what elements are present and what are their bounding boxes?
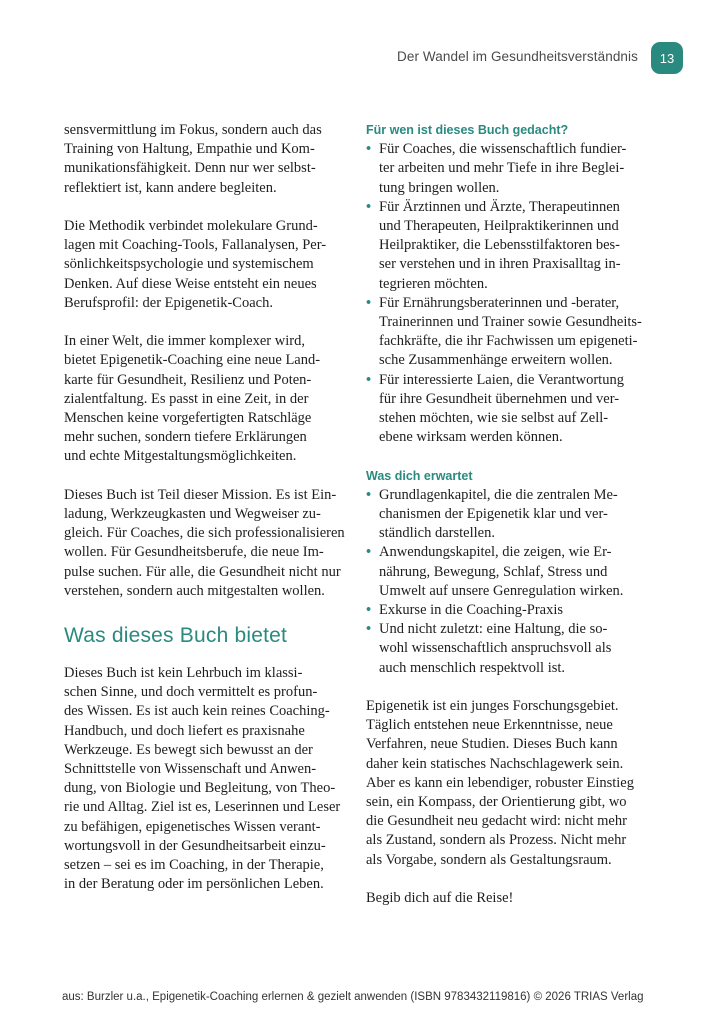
text-line: Für Coaches, die wissenschaftlich fundier-	[379, 141, 627, 158]
text-line: ebene wirksam werden können.	[379, 429, 563, 446]
bullet-icon: •	[366, 371, 372, 388]
text-line: sensvermittlung im Fokus, sondern auch das	[64, 122, 322, 138]
list-item	[366, 543, 644, 601]
text-line: Für interessierte Laien, die Verantwortung	[379, 371, 624, 388]
text-line: munikationsfähigkeit. Denn nur wer selbst-	[64, 160, 316, 177]
section-body-paragraph	[64, 664, 340, 894]
paragraph	[366, 697, 644, 870]
text-line: sönlichkeitspsychologie und systemischem	[64, 256, 314, 273]
list-item	[366, 486, 644, 544]
bullet-icon: •	[366, 602, 372, 619]
text-line: lagen mit Coaching-Tools, Fallanalysen, Per-	[64, 237, 327, 254]
text-line: ladung, Werkzeugkasten und Wegweiser zu-	[64, 506, 321, 523]
text-line: nährung, Bewegung, Schlaf, Stress und	[379, 563, 608, 580]
text-line: dung, von Biologie und Begleitung, von Theo-	[64, 780, 336, 797]
text-line: auch menschlich respektvoll ist.	[379, 659, 566, 676]
text-line: Für Ernährungsberaterinnen und -berater,	[379, 294, 620, 311]
paragraph	[64, 332, 340, 466]
text-line: fachkräfte, die ihr Fachwissen um epigeneti-	[379, 333, 638, 350]
list-item	[366, 198, 644, 294]
text-line: pulse suchen. Für alle, die Gesundheit nicht nur	[64, 563, 341, 580]
footer-citation: aus: Burzler u.a., Epigenetik-Coaching erlernen & gezielt anwenden (ISBN 9783432119816) © 2026 TRIAS Verlag	[62, 991, 644, 1003]
text-line: gleich. Für Coaches, die sich professionalisieren	[64, 525, 345, 542]
text-line: Heilpraktiker, die Lebensstilfaktoren bes-	[379, 237, 620, 254]
text-line: als Zustand, sondern als Prozess. Nicht mehr	[366, 832, 627, 849]
final-line: Begib dich auf die Reise!	[366, 890, 514, 907]
list-item	[366, 294, 644, 371]
list-item	[366, 620, 644, 678]
text-line: Trainerinnen und Trainer sowie Gesundheits-	[379, 314, 642, 331]
text-line: Menschen keine vorgefertigten Ratschläge	[64, 410, 312, 427]
text-line: zu befähigen, epigenetisches Wissen verant-	[64, 818, 321, 835]
text-line: sein, ein Kompass, der Orientierung gibt, wo	[366, 794, 627, 811]
text-line: Dieses Buch ist kein Lehrbuch im klassi-	[64, 665, 303, 682]
text-line: des Wissen. Es ist auch kein reines Coaching-	[64, 703, 330, 720]
list-item	[366, 371, 644, 448]
text-line: zialentfaltung. Es passt in eine Zeit, in der	[64, 390, 309, 407]
text-line: ständlich darstellen.	[379, 525, 495, 542]
text-line: verstehen, sondern auch mitgestalten wollen.	[64, 582, 325, 599]
list-item	[366, 140, 644, 198]
text-line: für ihre Gesundheit übernehmen und ver-	[379, 390, 620, 407]
text-line: Denken. Auf diese Weise entsteht ein neues	[64, 275, 317, 292]
text-line: setzen – sei es im Coaching, in der Therapie,	[64, 857, 324, 874]
bullet-icon: •	[366, 621, 372, 638]
text-line: daher kein statisches Nachschlagewerk sein.	[366, 755, 624, 772]
text-line: Für Ärztinnen und Ärzte, Therapeutinnen	[379, 198, 620, 215]
text-line: schen Sinne, und doch vermittelt es profun-	[64, 684, 318, 701]
text-line: Training von Haltung, Empathie und Kom-	[64, 141, 315, 158]
text-line: Täglich entstehen neue Erkenntnisse, neue	[366, 717, 613, 734]
text-line: Dieses Buch ist Teil dieser Mission. Es ist Ein-	[64, 486, 337, 503]
expectations-list	[366, 486, 644, 678]
bullet-icon: •	[366, 198, 372, 215]
text-line: Die Methodik verbindet molekulare Grund-	[64, 218, 318, 234]
section-heading: Was dieses Buch bietet	[64, 624, 288, 648]
text-line: wortungsvoll in der Gesundheitsarbeit einzu-	[64, 837, 326, 854]
text-line: reflektiert ist, kann andere begleiten.	[64, 179, 277, 196]
text-line: Epigenetik ist ein junges Forschungsgebiet.	[366, 698, 619, 715]
text-line: als Vorgabe, sondern als Gestaltungsraum.	[366, 851, 612, 868]
text-line: Verfahren, neue Studien. Dieses Buch kann	[366, 736, 618, 753]
text-line: chanismen der Epigenetik klar und ver-	[379, 506, 608, 523]
text-line: bietet Epigenetik-Coaching eine neue Land-	[64, 352, 321, 369]
text-line: und echte Mitgestaltungsmöglichkeiten.	[64, 448, 297, 465]
expectations-heading: Was dich erwartet	[366, 468, 473, 483]
text-line: Aber es kann ein lebendiger, robuster Einstieg	[366, 774, 634, 791]
text-line: Handbuch, und doch liefert es praxisnahe	[64, 722, 305, 739]
text-line: wollen. Für Gesundheitsberufe, die neue Im-	[64, 544, 324, 561]
text-line: Berufsprofil: der Epigenetik-Coach.	[64, 294, 273, 311]
text-line: ser verstehen und in ihren Praxisalltag in-	[379, 256, 621, 273]
bullet-icon: •	[366, 486, 372, 503]
page-number-badge: 13	[651, 42, 683, 74]
audience-heading: Für wen ist dieses Buch gedacht?	[366, 123, 569, 137]
bullet-icon: •	[366, 294, 372, 311]
closing-paragraph	[366, 697, 644, 870]
paragraph	[64, 121, 340, 198]
text-line: Umwelt auf unsere Genregulation wirken.	[379, 582, 624, 599]
text-line: stehen möchten, wie sie selbst auf Zell-	[379, 410, 609, 427]
text-line: wohl wissenschaftlich anspruchsvoll als	[379, 640, 612, 657]
text-line: ter arbeiten und mehr Tiefe in ihre Beglei-	[379, 160, 625, 177]
text-line: sche Zusammenhänge erweitern wollen.	[379, 352, 613, 369]
text-line: Grundlagenkapitel, die die zentralen Me-	[379, 486, 618, 503]
text-line: in der Beratung oder im persönlichen Leben.	[64, 876, 324, 893]
paragraph	[64, 486, 345, 601]
text-line: Schnittstelle von Wissenschaft und Anwen-	[64, 761, 317, 778]
text-line: tegrieren möchten.	[379, 275, 488, 292]
text-line: mehr suchen, sondern tiefere Erklärungen	[64, 429, 307, 446]
text-line: Und nicht zuletzt: eine Haltung, die so-	[379, 621, 608, 638]
paragraph	[64, 664, 340, 894]
text-line: Exkurse in die Coaching-Praxis	[379, 602, 564, 619]
running-header: Der Wandel im Gesundheitsverständnis	[397, 49, 638, 64]
text-line: Werkzeuge. Es bewegt sich bewusst an der	[64, 741, 313, 758]
right-column	[366, 121, 644, 927]
text-line: karte für Gesundheit, Resilienz und Poten-	[64, 371, 312, 388]
paragraph	[64, 217, 340, 313]
bullet-icon: •	[366, 544, 372, 561]
bullet-icon: •	[366, 141, 372, 158]
left-column	[64, 121, 345, 914]
text-line: Anwendungskapitel, die zeigen, wie Er-	[379, 544, 612, 561]
text-line: und Therapeuten, Heilpraktikerinnen und	[379, 218, 619, 235]
text-line: tung bringen wollen.	[379, 179, 500, 196]
text-line: In einer Welt, die immer komplexer wird,	[64, 333, 305, 350]
audience-list	[366, 140, 644, 447]
left-intro-paragraphs	[64, 121, 345, 601]
text-line: rie und Alltag. Ziel ist es, Leserinnen und Leser	[64, 799, 341, 816]
text-line: die Gesundheit neu gedacht wird: nicht mehr	[366, 813, 627, 830]
list-item	[366, 601, 644, 620]
